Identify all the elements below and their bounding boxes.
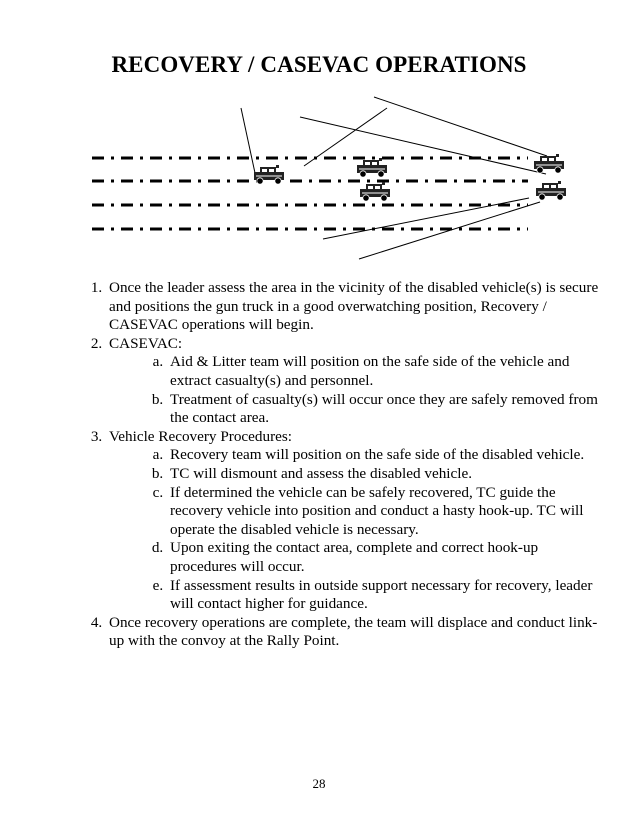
list-item xyxy=(106,614,600,651)
procedure-text xyxy=(80,279,600,651)
list-item-text: Once the leader assess the area in the vicinity of the disabled vehicle(s) is secure and positions the gun truck in a good overwatching position, Recovery / CASEVAC operations will begin. xyxy=(109,279,599,334)
sub-list-item: e. If assessment results in outside support necessary for recovery, leader will contact higher for guidance. xyxy=(167,577,600,614)
sub-list-item: a. Recovery team will position on the safe side of the disabled vehicle. xyxy=(167,446,600,465)
recovery-diagram xyxy=(0,90,638,270)
humvee-icon xyxy=(360,182,390,201)
sub-list-item: b. TC will dismount and assess the disabled vehicle. xyxy=(167,465,600,484)
page-number: 28 xyxy=(312,776,326,791)
page-title: RECOVERY / CASEVAC OPERATIONS xyxy=(111,52,527,77)
sight-line xyxy=(300,117,546,174)
list-item-text: Once recovery operations are complete, the team will displace and conduct link-up with the convoy at the Rally Point. xyxy=(109,613,598,650)
sub-list-item: b. Treatment of casualty(s) will occur once they are safely removed from the contact area. xyxy=(167,391,600,428)
list-item xyxy=(106,279,600,335)
humvee-icon xyxy=(534,154,564,173)
list-item-text: Vehicle Recovery Procedures: xyxy=(109,427,293,445)
sub-list xyxy=(109,353,600,427)
humvee-icon xyxy=(254,165,284,184)
procedure-list xyxy=(80,279,600,651)
humvee-icon xyxy=(536,181,566,200)
sight-line xyxy=(374,97,547,156)
sight-line xyxy=(241,108,255,173)
sub-list-item: a. Aid & Litter team will position on the safe side of the vehicle and extract casualty(s) and personnel. xyxy=(167,353,600,390)
list-item xyxy=(106,428,600,614)
humvee-icon xyxy=(357,158,387,177)
sub-list-item: d. Upon exiting the contact area, complete and correct hook-up procedures will occur. xyxy=(167,539,600,576)
list-item-text: CASEVAC: xyxy=(109,334,183,352)
list-item xyxy=(106,335,600,428)
sub-list xyxy=(109,446,600,613)
sub-list-item: c. If determined the vehicle can be safely recovered, TC guide the recovery vehicle into position and conduct a hasty hook-up. TC will operate the disabled vehicle is necessary. xyxy=(167,484,600,540)
